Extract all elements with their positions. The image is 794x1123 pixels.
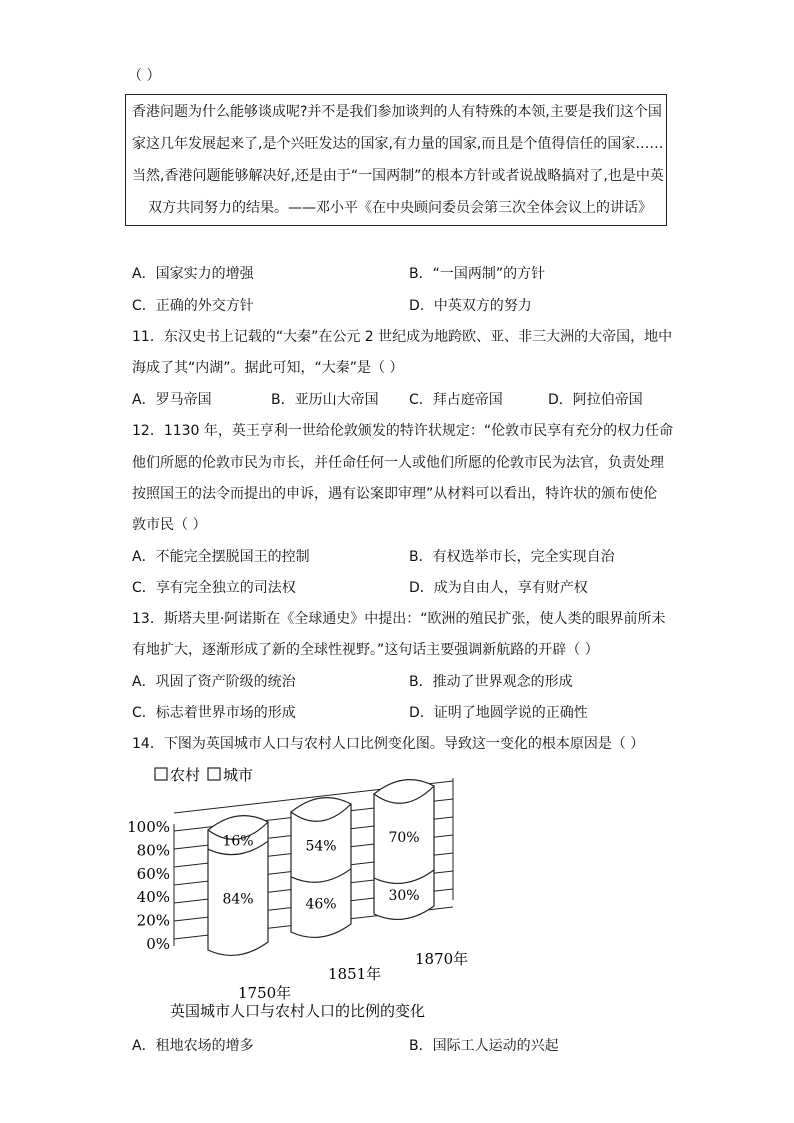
rural-value-label: 46% <box>305 896 337 913</box>
category-label: 1870年 <box>415 950 469 968</box>
q13-option-b[interactable]: B．推动了世界观念的形成 <box>409 674 573 690</box>
legend-label-urban: 城市 <box>223 766 254 784</box>
q11-option-a[interactable]: A．罗马帝国 <box>132 392 212 408</box>
q13-stem-line: 13．斯塔夫里·阿诺斯在《全球通史》中提出：“欧洲的殖民扩张，使人类的眼界前所未 <box>132 611 666 627</box>
q12-stem-line: 按照国王的法令而提出的申诉，遇有讼案即审理”从材料可以看出，特许状的颁布使伦 <box>132 486 658 502</box>
q13-stem-line: 有地扩大，逐渐形成了新的全球性视野。”这句话主要强调新航路的开辟（ ） <box>132 642 599 658</box>
quote-line: 家这几年发展起来了,是个兴旺发达的国家,有力量的国家,而且是个值得信任的国家…… <box>132 136 664 152</box>
q12-option-d[interactable]: D．成为自由人，享有财产权 <box>409 580 588 596</box>
rural-value-label: 30% <box>388 888 420 904</box>
q14-option-b[interactable]: B．国际工人运动的兴起 <box>409 1038 559 1054</box>
q12-stem-line: 他们所愿的伦敦市民为市长，并任命任何一人或他们所愿的伦敦市民为法官，负责处理 <box>132 455 664 471</box>
q12-option-a[interactable]: A．不能完全摆脱国王的控制 <box>132 549 310 565</box>
legend-label-rural: 农村 <box>170 766 201 784</box>
cylinder-bar <box>208 816 268 956</box>
y-tick-label: 0% <box>146 935 170 953</box>
chart-title: 英国城市人口与农村人口的比例的变化 <box>170 1002 426 1020</box>
urban-value-label: 54% <box>305 838 337 855</box>
q14-option-a[interactable]: A．租地农场的增多 <box>132 1038 254 1054</box>
q11-option-b[interactable]: B．亚历山大帝国 <box>271 392 379 408</box>
q12-stem-line: 12．1130 年，英王亨利一世给伦敦颁发的特许状规定：“伦敦市民享有充分的权力任命 <box>132 423 674 439</box>
q10-answer-bracket: （ ） <box>128 68 161 84</box>
q10-option-c[interactable]: C．正确的外交方针 <box>132 298 254 314</box>
legend-swatch-urban <box>208 768 220 780</box>
q12-option-c[interactable]: C．享有完全独立的司法权 <box>132 580 296 596</box>
q13-option-a[interactable]: A．巩固了资产阶级的统治 <box>132 674 296 690</box>
category-label: 1750年 <box>238 984 292 1002</box>
q12-option-b[interactable]: B．有权选举市长，完全实现自治 <box>409 549 615 565</box>
q11-option-d[interactable]: D．阿拉伯帝国 <box>548 392 643 408</box>
legend-swatch-rural <box>155 768 167 780</box>
quote-line: 香港问题为什么能够谈成呢?并不是我们参加谈判的人有特殊的本领,主要是我们这个国 <box>132 104 662 120</box>
cylinder-bar <box>291 798 351 938</box>
rural-value-label: 84% <box>222 891 254 908</box>
y-tick-label: 100% <box>127 818 170 836</box>
q12-stem-line: 敦市民（ ） <box>132 517 207 533</box>
cylinder-body <box>291 804 351 937</box>
quote-line: 双方共同努力的结果。——邓小平《在中央顾问委员会第三次全体会议上的讲话》 <box>148 200 652 216</box>
urban-value-label: 70% <box>388 830 420 846</box>
y-tick-label: 60% <box>136 864 170 883</box>
q14-stem-line: 14．下图为英国城市人口与农村人口比例变化图。导致这一变化的根本原因是（ ） <box>132 736 645 752</box>
quote-box <box>125 94 667 226</box>
urban-value-label: 16% <box>222 833 254 850</box>
q11-option-c[interactable]: C．拜占庭帝国 <box>409 392 503 408</box>
y-tick-label: 80% <box>136 841 170 860</box>
quote-line: 当然,香港问题能够解决好,还是由于“一国两制”的根本方针或者说战略搞对了,也是中英 <box>132 168 664 184</box>
q10-option-d[interactable]: D．中英双方的努力 <box>409 298 532 314</box>
q11-stem-line: 11．东汉史书上记载的“大秦”在公元 2 世纪成为地跨欧、亚、非三大洲的大帝国，地中 <box>132 329 673 345</box>
q10-option-b[interactable]: B．“一国两制”的方针 <box>409 266 546 282</box>
y-tick-label: 20% <box>136 911 170 930</box>
category-label: 1851年 <box>328 965 382 983</box>
y-tick-label: 40% <box>136 888 170 907</box>
q11-stem-line: 海成了其“内湖”。据此可知，“大秦”是（ ） <box>132 360 404 376</box>
population-ratio-chart <box>118 760 478 1030</box>
q13-option-c[interactable]: C．标志着世界市场的形成 <box>132 705 296 721</box>
q10-option-a[interactable]: A．国家实力的增强 <box>132 266 254 282</box>
q13-option-d[interactable]: D．证明了地圆学说的正确性 <box>409 705 588 721</box>
cylinder-bar <box>374 780 434 920</box>
